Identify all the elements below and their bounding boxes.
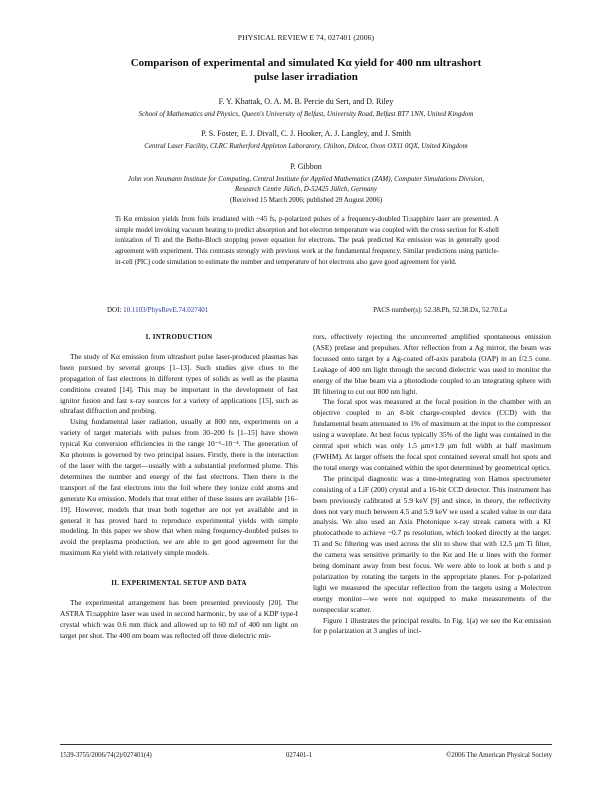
setup-paragraph-3: The principal diagnostic was a time-integrating von Hamos spectrometer consisting of a LiF (200) crystal and a 16-bit CCD detector. This instrument has been previously calibrated at 5.9 keV [9] and since, in theory, the reflectivity does not vary much between 4.5 and 5.9 keV we used a scaled value in our data analysis. We also used an Axis Photonique x-ray streak camera with a KI photocathode to achieve ~0.7 ps resolution, which looked directly at the target. Ti and Sc filtering was used across the slit to show that with 12.5 μm Ti filter, the camera was sensitive primarily to the Kα and He α lines with the former being dominant away from best focus. We were able to look at both s and p polarization by rotating the targets in the appropriate planes. For p-polarized light we measured the specular reflection from the targets using a Molectron energy monitor—we were not equipped to make measurements of the nonspecular scatter. (313, 473, 551, 614)
footer-issn: 1539-3755/2006/74(2)/027401(4) (60, 752, 152, 759)
doi-line (107, 306, 507, 314)
author-group-2: P. S. Foster, E. J. Divall, C. J. Hooker, A. J. Langley, and J. Smith (201, 129, 411, 138)
setup-paragraph-4: Figure 1 illustrates the principal results. In Fig. 1(a) we see the Kα emission for p polarization at 3 angles of inci- (313, 615, 551, 636)
author-group-1: F. Y. Khattak, O. A. M. B. Percie du Sert, and D. Riley (218, 97, 394, 106)
footer-page-number: 027401-1 (286, 752, 313, 759)
footer-copyright: ©2006 The American Physical Society (446, 752, 552, 759)
section-heading-setup: II. EXPERIMENTAL SETUP AND DATA (111, 579, 247, 588)
affiliation-3b: Research Centre Jülich, D-52425 Jülich, Germany (235, 185, 377, 193)
title-line-2: pulse laser irradiation (254, 71, 358, 83)
section-heading-introduction: I. INTRODUCTION (145, 333, 213, 341)
paper-title (0, 56, 612, 84)
setup-paragraph-1: The experimental arrangement has been presented previously [20]. The ASTRA Ti:sapphire laser was used in second harmonic, by use of a KDP type-I crystal which was 0.6 mm thick and allowed up to 60 mJ of 400 nm light on target per shot. The 400 nm beam was reflected off three dielectric mir- (60, 598, 298, 640)
intro-paragraph-2: Using fundamental laser radiation, usually at 800 nm, experiments on a variety of target materials with pulses from 30–200 fs [1–15] have shown typical Kα conversion efficiencies in the range 10⁻⁶–10⁻⁴. The generation of Kα photons is governed by two principal issues. Firstly, there is the interaction of the laser with the target—usually with a substantial preformed plume. This determines the number and energy of the fast electrons. Then there is the transport of the fast electrons into the foil where they ionize cold atoms and generate Kα emission. Models that treat either of these issues are available [16–19]. However, models that treat both together are not yet available and in general it has proved hard to reproduce experimental yields with simple modeling. In this paper we show that when using frequency-doubled pulses to avoid the preplasma production, we are able to get good agreement for the maximum Kα yield with relatively simple models. (60, 417, 298, 558)
setup-paragraph-1-cont: rors, effectively rejecting the unconverted amplified spontaneous emission (ASE) prelase and prepulses. After reflection from a Ag mirror, the beam was focussed onto target by a Ag-coated off-axis parabola (OAP) in an f/2.5 cone. Leakage of 400 nm light through the second dielectric was used to monitor the energy of the blue beam via a photodiode coupled to an integrating sphere with IR filtering to cut out 800 nm light. (313, 332, 551, 396)
left-column (60, 332, 298, 642)
running-head: PHYSICAL REVIEW E 74, 027401 (2006) (237, 33, 375, 42)
author-group-3: P. Gibbon (290, 162, 322, 171)
intro-paragraph-1: The study of Kα emission from ultrashort pulse laser-produced plasmas has been pursued by several groups [1–13]. Such studies give clues to the propagation of fast electrons in different types of solids as well as the plasma conditions created [14]. This may be important in the development of fast ignitor fusion and fast x-ray sources for a variety of applications [15], such as ultrafast diffraction and probing. (60, 351, 298, 416)
affiliation-1: School of Mathematics and Physics, Queen's University of Belfast, University Road, Belfast BT7 1NN, United Kingdom (138, 110, 474, 118)
footer-rule (60, 744, 552, 745)
doi-label: DOI: (107, 306, 124, 314)
affiliation-3a: John von Neumann Institute for Computing, Central Institute for Applied Mathematics (ZAM), Computer Simulations Division, (127, 175, 485, 183)
right-column (313, 332, 551, 637)
pacs-numbers: PACS number(s): 52.38.Ph, 52.38.Dx, 52.70.La (373, 306, 507, 314)
received-dates: (Received 15 March 2006; published 29 August 2006) (229, 196, 383, 204)
affiliation-2: Central Laser Facility, CLRC Rutherford Appleton Laboratory, Chilton, Didcot, Oxon OX11 0QX, United Kingdom (144, 142, 468, 150)
doi-link[interactable]: 10.1103/PhysRevE.74.027401 (123, 306, 209, 314)
abstract: Ti Kα emission yields from foils irradiated with ~45 fs, p-polarized pulses of a frequency-doubled Ti:sapphire laser are presented. A simple model invoking vacuum heating to predict absorption and hot electron temperature was coupled with the cross section for K-shell ionization of Ti and the Bethe-Bloch stopping power equation for electrons. The peak predicted Kα emission was in generally good agreement with experiment. This contrasts strongly with previous work at the fundamental frequency. Similar predictions using particle-in-cell (PIC) code simulation to estimate the number and temperature of hot electrons also gave good agreement for yield. (115, 215, 499, 266)
setup-paragraph-2: The focal spot was measured at the focal position in the chamber with an objective coupled to an 8-bit charge-coupled device (CCD) with the fundamental beam attenuated to 1% of maximum at the input to the compressor using a waveplate. At best focus typically 35% of the light was contained in the central spot which was only 1.5 μm×1.9 μm full width at half maximum (FWHM). At larger offsets the focal spot contained several small hot spots and the total energy was contained within the spot determined by geometrical optics. (313, 397, 551, 472)
title-line-1: Comparison of experimental and simulated Kα yield for 400 nm ultrashort (130, 57, 482, 69)
